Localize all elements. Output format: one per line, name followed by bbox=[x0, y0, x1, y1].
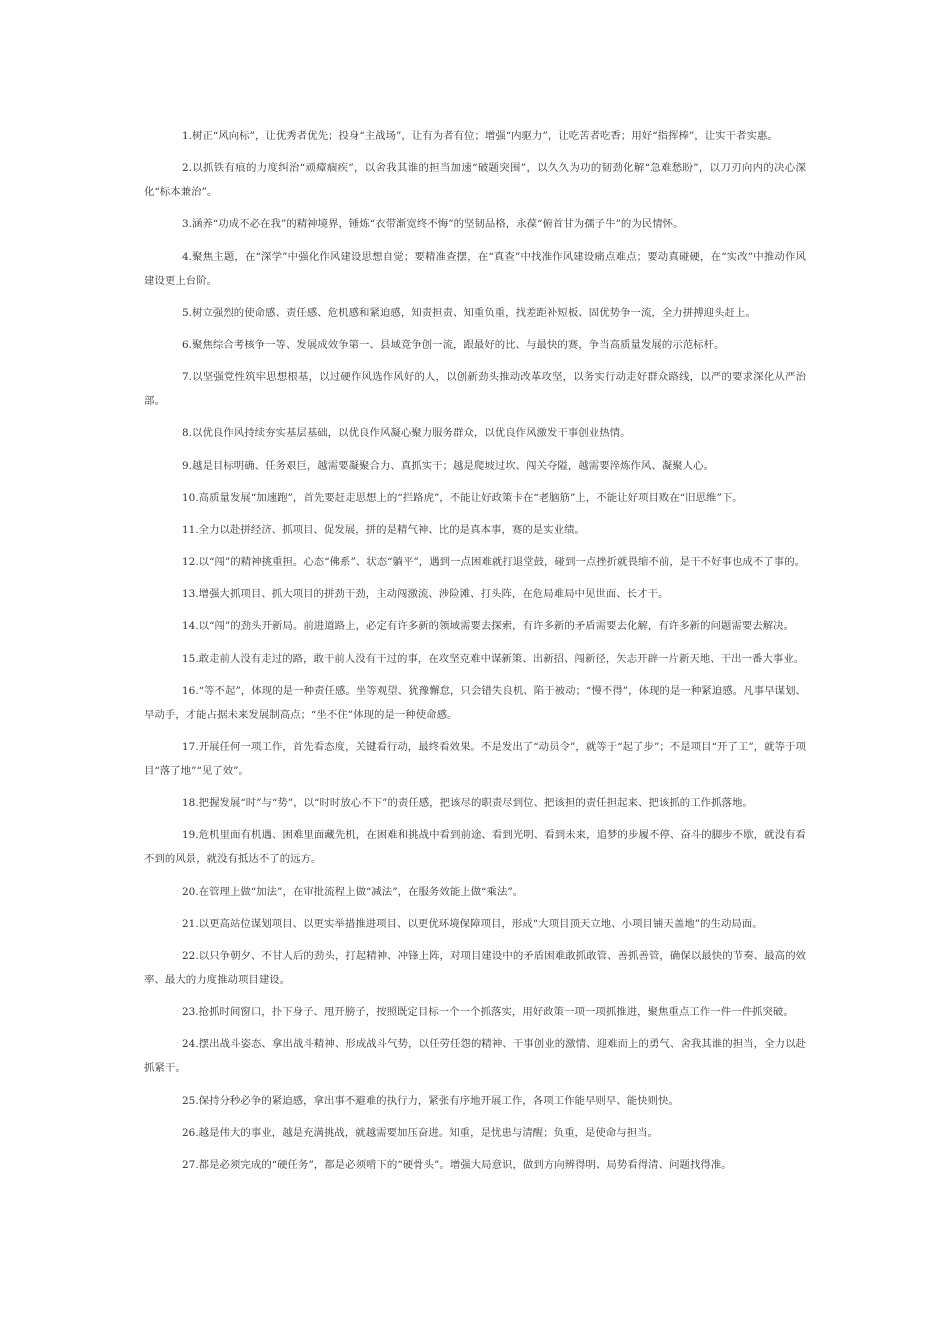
paragraph-23: 23.抢抓时间窗口，扑下身子、甩开膀子，按照既定目标一个一个抓落实，用好政策一项一项抓推进，聚焦重点工作一件一件抓突破。 bbox=[182, 1006, 794, 1019]
paragraph-13: 13.增强大抓项目、抓大项目的拼劲干劲，主动闯激流、涉险滩、打头阵，在危局难局中见世面、长才干。 bbox=[182, 588, 669, 601]
paragraph-3: 3.涵养“功成不必在我”的精神境界，锤炼“衣带渐宽终不悔”的坚韧品格，永葆“俯首甘为孺子牛”的为民情怀。 bbox=[182, 218, 684, 231]
paragraph-1: 1.树正“风向标”，让优秀者优先；投身“主战场”，让有为者有位；增强“内驱力”，让吃苦者吃香；用好“指挥棒”，让实干者实惠。 bbox=[182, 130, 778, 142]
paragraph-5: 5.树立强烈的使命感、责任感、危机感和紧迫感，知责担责、知重负重，找差距补短板、固优势争一流，全力拼搏迎头赶上。 bbox=[182, 306, 756, 319]
paragraph-25: 25.保持分秒必争的紧迫感，拿出事不避难的执行力，紧张有序地开展工作，各项工作能早则早、能快则快。 bbox=[182, 1094, 679, 1107]
paragraph-11: 11.全力以赴拼经济、抓项目、促发展，拼的是精气神、比的是真本事，赛的是实业绩。 bbox=[182, 523, 585, 536]
paragraph-8: 8.以优良作风持续夯实基层基础，以优良作风凝心聚力服务群众，以优良作风激发干事创业热情。 bbox=[182, 427, 631, 440]
paragraph-26: 26.越是伟大的事业，越是充满挑战，就越需要加压奋进。知重，是忧患与清醒；负重，是使命与担当。 bbox=[182, 1126, 659, 1139]
paragraph-20: 20.在管理上做“加法”，在审批流程上做“减法”，在服务效能上做“乘法”。 bbox=[182, 885, 524, 898]
document-body bbox=[144, 124, 806, 1185]
paragraph-17: 17.开展任何一项工作，首先看态度，关键看行动，最终看效果。不是发出了“动员令”，就等于“起了步”；不是项目“开了工”，就等于项目“落了地”“见了效”。 bbox=[144, 741, 806, 777]
paragraph-2: 2.以抓铁有痕的力度纠治“顽瘴痼疾”，以舍我其谁的担当加速“破题突围”，以久久为功的韧劲化解“急难愁盼”，以刀刃向内的决心深化“标本兼治”。 bbox=[144, 162, 806, 199]
paragraph-16: 16.“等不起”，体现的是一种责任感。坐等观望、犹豫懈怠，只会错失良机、陷于被动；“慢不得”，体现的是一种紧迫感。凡事早谋划、早动手，才能占据未来发展制高点；“坐不住”体现的是一种使命感。 bbox=[144, 684, 806, 721]
paragraph-10: 10.高质量发展“加速跑”，首先要赶走思想上的“拦路虎”，不能让好政策卡在“老脑筋”上，不能让好项目败在“旧思维”下。 bbox=[182, 491, 743, 504]
paragraph-21: 21.以更高站位谋划项目、以更实举措推进项目、以更优环境保障项目，形成“大项目顶天立地、小项目铺天盖地”的生动局面。 bbox=[182, 917, 763, 930]
paragraph-15: 15.敢走前人没有走过的路，敢干前人没有干过的事，在攻坚克难中谋新策、出新招、闯新径，矢志开辟一片新天地、干出一番大事业。 bbox=[182, 652, 805, 665]
paragraph-6: 6.聚焦综合考核争一等、发展成效争第一、县域竞争创一流，跟最好的比、与最快的赛，争当高质量发展的示范标杆。 bbox=[182, 338, 725, 351]
paragraph-12: 12.以“闯”的精神挑重担。心态“佛系”、状态“躺平”，遇到一点困难就打退堂鼓，碰到一点挫折就畏缩不前，是干不好事也成不了事的。 bbox=[182, 556, 806, 569]
paragraph-18: 18.把握发展“时”与“势”，以“时时放心不下”的责任感，把该尽的职责尽到位、把该担的责任担起来、把该抓的工作抓落地。 bbox=[182, 797, 753, 810]
paragraph-9: 9.越是目标明确、任务艰巨，越需要凝聚合力、真抓实干；越是爬坡过坎、闯关夺隘，越需要淬炼作风、凝聚人心。 bbox=[182, 459, 715, 472]
paragraph-4: 4.聚焦主题，在“深学”中强化作风建设思想自觉；要精准查摆，在“真查”中找准作风建设痛点难点；要动真碰硬，在“实改”中推动作风建设更上台阶。 bbox=[144, 250, 806, 287]
paragraph-19: 19.危机里面有机遇、困难里面藏先机，在困难和挑战中看到前途、看到光明、看到未来，追梦的步履不停、奋斗的脚步不歇，就没有看不到的风景，就没有抵达不了的远方。 bbox=[144, 829, 806, 866]
paragraph-7: 7.以坚强党性筑牢思想根基，以过硬作风选作风好的人，以创新劲头推动改革攻坚，以务实行动走好群众路线，以严的要求深化从严治部。 bbox=[144, 371, 806, 408]
paragraph-14: 14.以“闯”的劲头开新局。前进道路上，必定有许多新的领域需要去探索，有许多新的矛盾需要去化解，有许多新的问题需要去解决。 bbox=[182, 620, 795, 633]
paragraph-22: 22.以只争朝夕、不甘人后的劲头，打起精神、冲锋上阵，对项目建设中的矛盾困难敢抓敢管、善抓善管，确保以最快的节奏、最高的效率、最大的力度推动项目建设。 bbox=[144, 949, 806, 986]
paragraph-24: 24.摆出战斗姿态、拿出战斗精神、形成战斗气势，以任劳任怨的精神、干事创业的激情、迎难而上的勇气、舍我其谁的担当，全力以赴抓紧干。 bbox=[144, 1038, 806, 1075]
paragraph-27: 27.都是必须完成的“硬任务”，都是必须啃下的“硬骨头”。增强大局意识，做到方向辨得明、局势看得清、问题找得准。 bbox=[182, 1158, 732, 1171]
